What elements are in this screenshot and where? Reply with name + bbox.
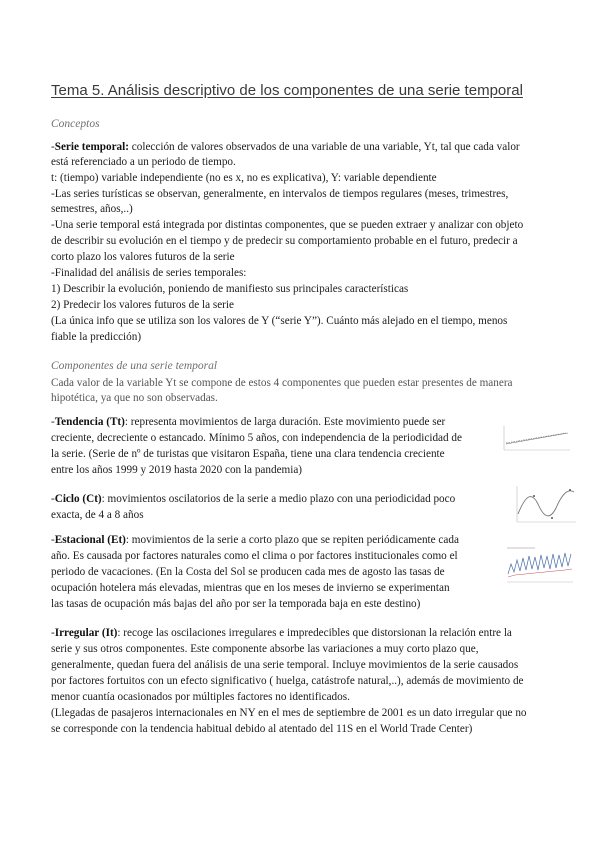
paragraph-estacional [51,533,459,547]
term-serie-temporal: Serie temporal: [54,141,129,153]
text-line: generalmente, quedan fuera del análisis de una serie temporal. Incluye movimientos de la serie causados [51,659,519,671]
term-ciclo: Ciclo (Ct) [54,493,102,505]
text-line: -Las series turísticas se observan, generalmente, en intervalos de tiempos regulares (meses, trimestres, [51,188,509,200]
text-line: (La única info que se utiliza son los valores de Y (“serie Y”). Cuánto más alejado en el tiempo, menos [51,315,508,327]
term-irregular: Irregular (It) [54,627,118,639]
text-line: de describir su evolución en el tiempo y de predecir su comportamiento probable en el futuro, predecir a [51,235,518,247]
dash: - [51,141,55,153]
text-line: Cada valor de la variable Yt se compone de estos 4 componentes que pueden estar presentes de manera [51,377,513,389]
text-line: por factores fortuitos con un efecto significativo ( huelga, catástrofe natural,..), además de movimiento de [51,675,524,687]
text-line: ocupación hotelera más elevadas, mientras que en los meses de invierno se experimentan [51,582,450,594]
dash: - [51,493,55,505]
text-line: : movimientos de la serie a corto plazo que se repiten periódicamente cada [125,534,459,546]
dash: - [51,627,55,639]
text-line: creciente, decreciente o estancado. Mínimo 5 años, con independencia de la periodicidad de [51,432,462,444]
text-line: semestres, años,..) [51,203,133,215]
text-line: exacta, de 4 a 8 años [51,509,144,521]
page-title: Tema 5. Análisis descriptivo de los componentes de una serie temporal [51,82,523,99]
text-line: 1) Describir la evolución, poniendo de manifiesto sus principales características [51,283,409,295]
section-heading-conceptos: Conceptos [51,118,100,130]
text-line: 2) Predecir los valores futuros de la serie [51,299,234,311]
text-line: t: (tiempo) variable independiente (no es x, no es explicativa), Y: variable dependiente [51,172,437,184]
text-line: menor cuantía ocasionados por múltiples factores no identificados. [51,691,350,703]
section-heading-componentes: Componentes de una serie temporal [51,360,218,372]
text-line: -Finalidad del análisis de series temporales: [51,267,247,279]
text-line: la serie. (Serie de nº de turistas que visitaron España, tiene una clara tendencia creciente [51,448,445,460]
cycle-chart-thumbnail [514,484,578,526]
text-line: : representa movimientos de larga duración. Este movimiento puede ser [124,416,446,428]
paragraph-serie-temporal [51,140,520,154]
text-line: -Una serie temporal está integrada por distintas componentes, que se pueden extraer y analizar con objeto [51,219,524,231]
text-line: periodo de vacaciones. (En la Costa del Sol se producen cada mes de agosto las tasas de [51,566,445,578]
paragraph-tendencia [51,415,445,429]
term-tendencia: Tendencia (Tt) [54,416,125,428]
text-line: : movimientos oscilatorios de la serie a medio plazo con una periodicidad poco [101,493,456,505]
dash: - [51,416,55,428]
text-line: fiable la predicción) [51,331,142,343]
trend-chart-thumbnail [502,424,572,454]
text-line: año. Es causada por factores naturales como el clima o por factores institucionales como el [51,550,458,562]
text-line: hipotética, ya que no son observadas. [51,392,218,404]
text-line: corto plazo los valores futuros de la serie [51,251,235,263]
text-line: entre los años 1999 y 2019 hasta 2020 con la pandemia) [51,464,303,476]
paragraph-irregular [51,626,512,640]
text-line: se corresponde con la tendencia habitual debido al atentado del 11S en el World Trade Center) [51,723,473,735]
seasonal-chart-thumbnail [505,544,575,586]
text-line: está referenciado a un periodo de tiempo. [51,156,236,168]
term-estacional: Estacional (Et) [54,534,126,546]
text-line: las tasas de ocupación más bajas del año por ser la temporada baja en este destino) [51,598,421,610]
dash: - [51,534,55,546]
paragraph-ciclo [51,492,455,506]
text-line: colección de valores observados de una variable de una variable, Yt, tal que cada valor [128,141,520,153]
text-line: (Llegadas de pasajeros internacionales en NY en el mes de septiembre de 2001 es un dato irregular que no [51,707,527,719]
text-line: : recoge las oscilaciones irregulares e impredecibles que distorsionan la relación entre la [117,627,512,639]
text-line: serie y sus otros componentes. Este componente absorbe las variaciones a muy corto plazo que, [51,643,479,655]
